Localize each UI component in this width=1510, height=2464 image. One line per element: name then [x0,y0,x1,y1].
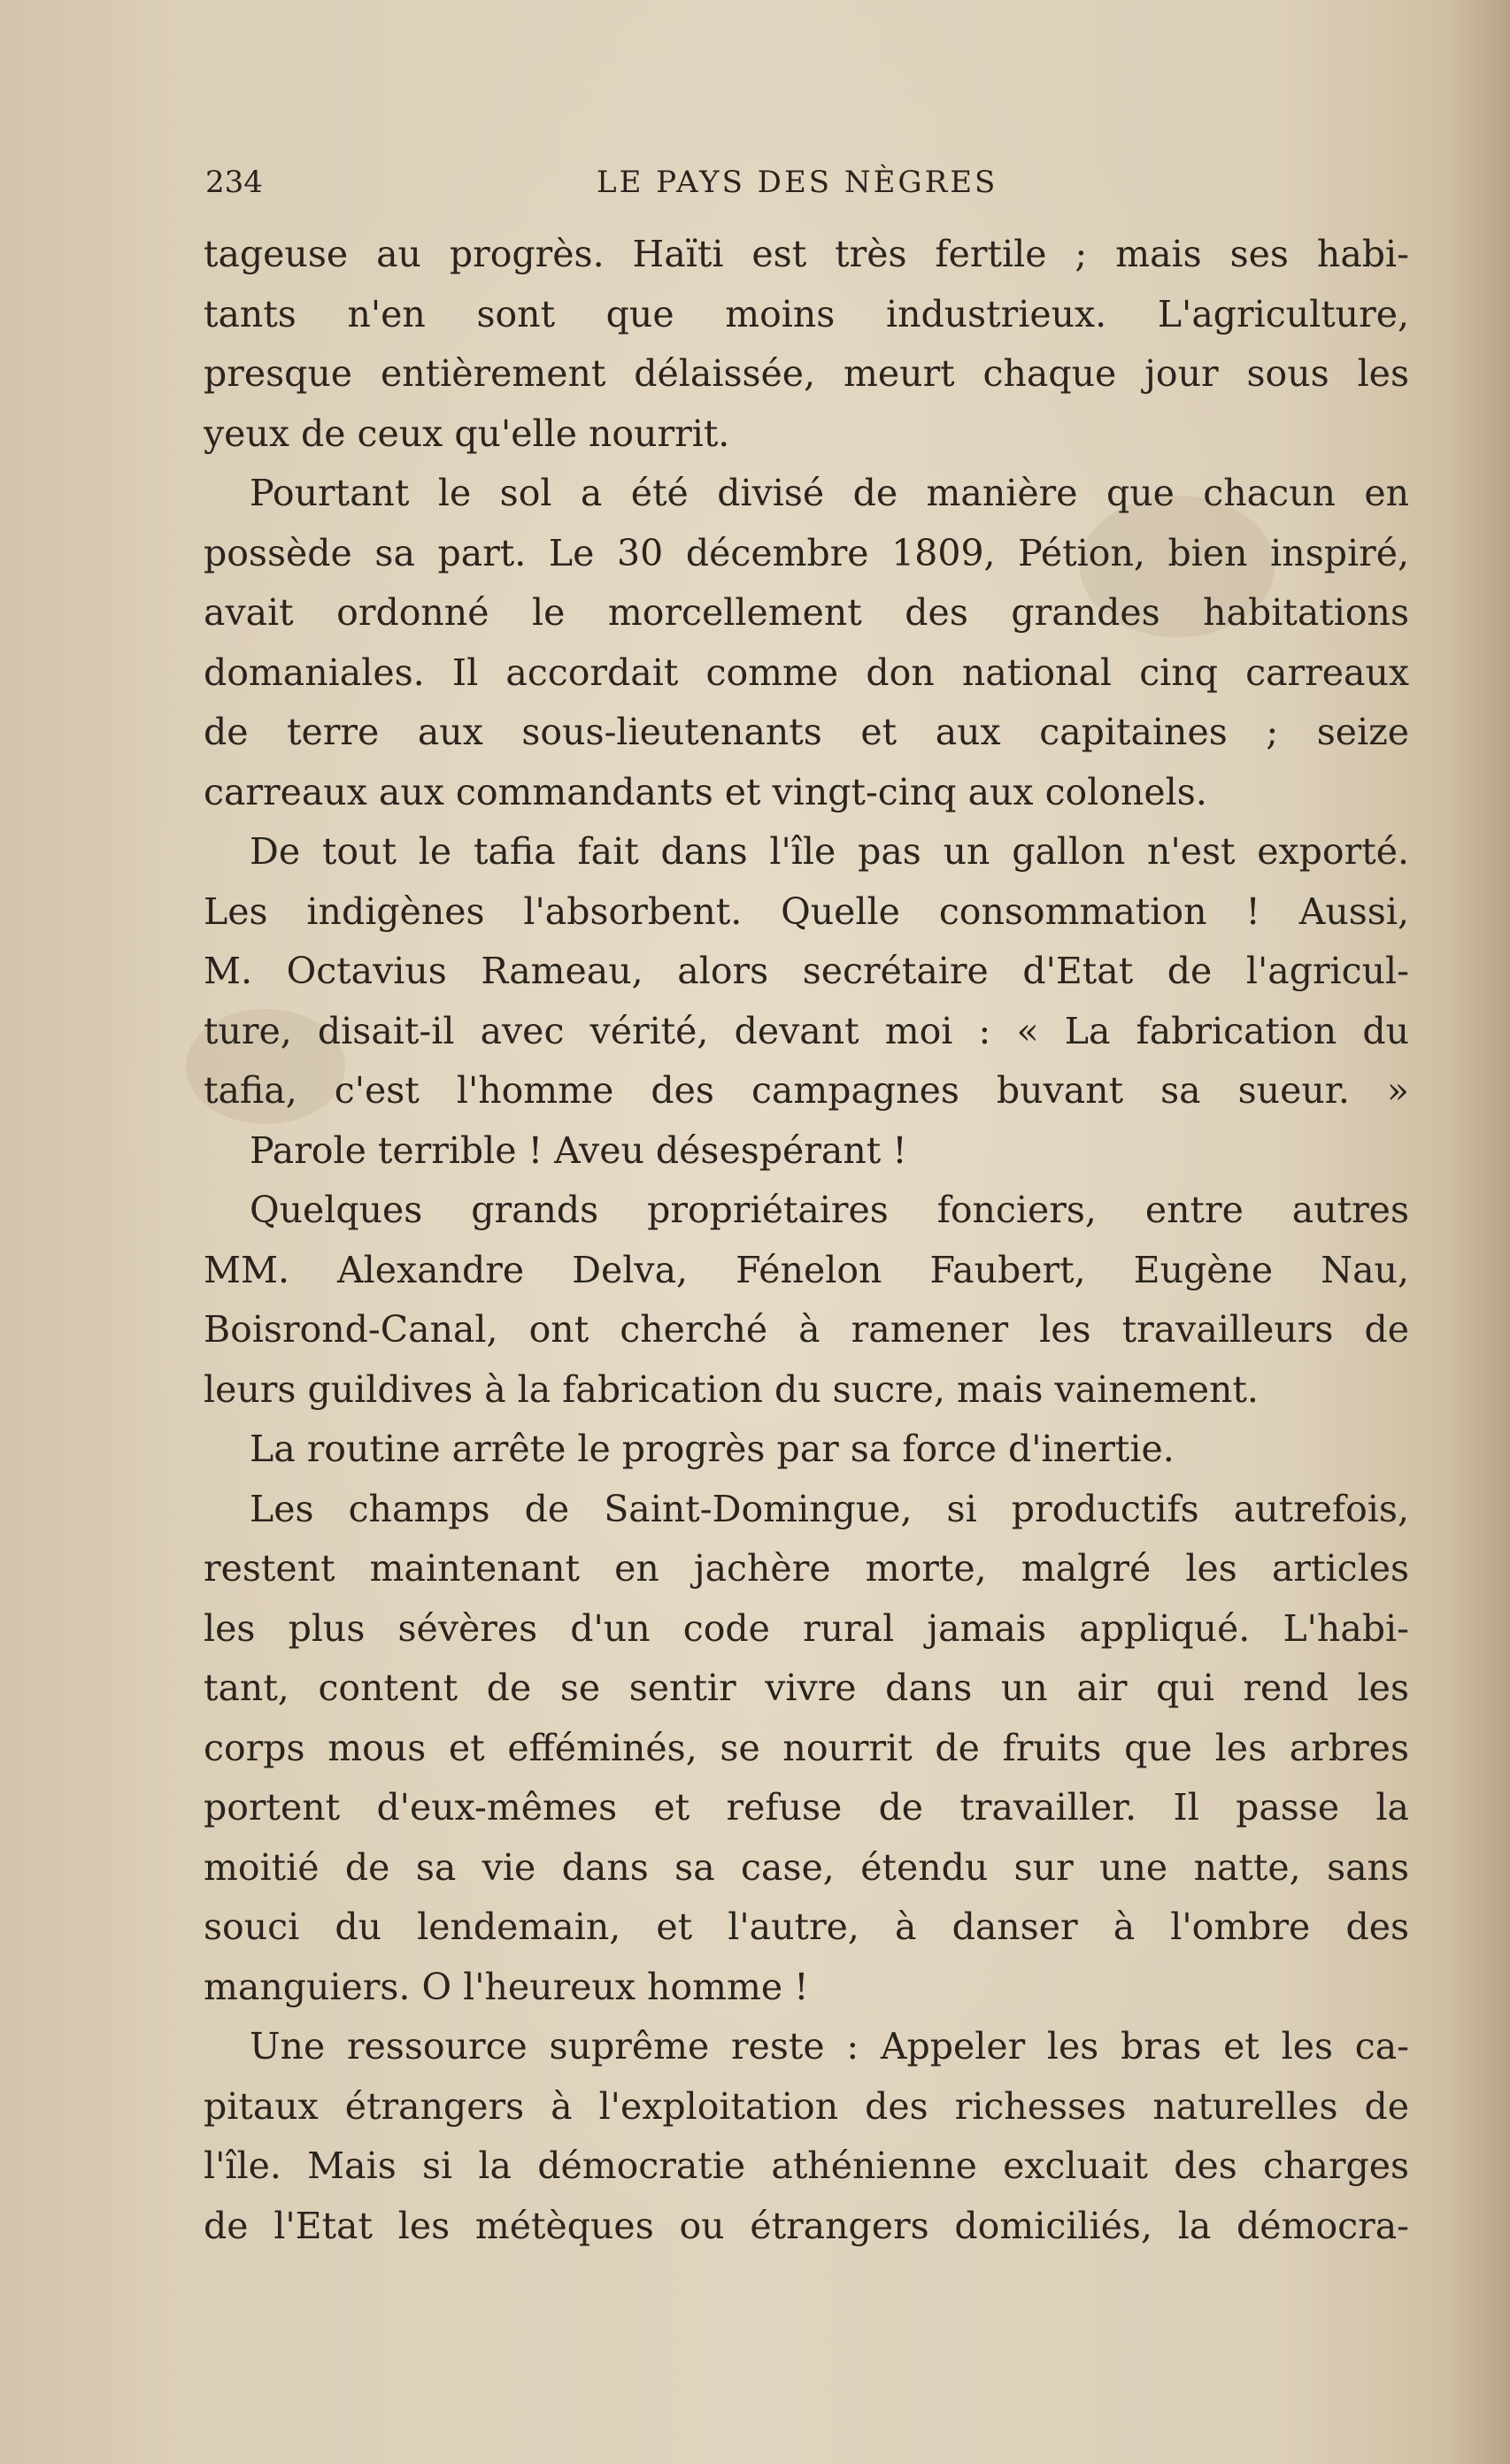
text-line: manguiers. O l'heureux homme ! [204,1965,809,2008]
text-line: presque entièrement délaissée, meurt chaque jour sous les [204,352,1409,395]
text-line: Les indigènes l'absorbent. Quelle consommation ! Aussi, [204,889,1409,933]
page-header [205,159,1409,204]
text-line: de l'Etat les métèques ou étrangers domiciliés, la démocra- [204,2204,1409,2247]
text-line: yeux de ceux qu'elle nourrit. [204,412,730,455]
text-line: leurs guildives à la fabrication du sucre, mais vainement. [204,1367,1259,1411]
text-line: domaniales. Il accordait comme don national cinq carreaux [204,651,1409,694]
text-line: souci du lendemain, et l'autre, à danser à l'ombre des [204,1906,1409,1948]
text-line: corps mous et efféminés, se nourrit de fruits que les arbres [204,1726,1409,1769]
text-line: De tout le tafia fait dans l'île pas un gallon n'est exporté. [250,830,1409,873]
text-line: Pourtant le sol a été divisé de manière que chacun en [250,472,1409,514]
text-line: l'île. Mais si la démocratie athénienne excluait des charges [204,2144,1409,2187]
text-line: MM. Alexandre Delva, Fénelon Faubert, Eugène Nau, [204,1248,1409,1291]
text-line: M. Octavius Rameau, alors secrétaire d'Etat de l'agricul- [204,950,1409,992]
text-line: moitié de sa vie dans sa case, étendu sur une natte, sans [204,1845,1409,1889]
text-line: tants n'en sont que moins industrieux. L'agriculture, [204,292,1409,335]
text-line: portent d'eux-mêmes et refuse de travailler. Il passe la [204,1786,1409,1829]
body-text [204,225,1409,2256]
running-title: LE PAYS DES NÈGRES [597,165,998,200]
page-number: 234 [205,165,263,200]
text-line: tant, content de se sentir vivre dans un air qui rend les [204,1667,1409,1709]
text-line: les plus sévères d'un code rural jamais appliqué. L'habi- [204,1606,1409,1650]
text-line: restent maintenant en jachère morte, malgré les articles [204,1547,1409,1590]
text-line: tafia, c'est l'homme des campagnes buvant sa sueur. » [204,1069,1409,1112]
text-line: ture, disait-il avec vérité, devant moi : « La fabrication du [204,1009,1409,1052]
text-line: de terre aux sous-lieutenants et aux capitaines ; seize [204,711,1409,753]
text-line: Parole terrible ! Aveu désespérant ! [250,1128,907,1172]
text-line: pitaux étrangers à l'exploitation des richesses naturelles de [204,2084,1409,2128]
text-line: Boisrond-Canal, ont cherché à ramener les travailleurs de [204,1308,1409,1351]
text-line: Une ressource suprême reste : Appeler les bras et les ca- [250,2025,1409,2067]
text-line: tageuse au progrès. Haïti est très fertile ; mais ses habi- [204,233,1409,275]
text-line: avait ordonné le morcellement des grandes habitations [204,591,1409,634]
text-line: La routine arrête le progrès par sa force d'inertie. [250,1428,1175,1470]
text-line: possède sa part. Le 30 décembre 1809, Pétion, bien inspiré, [204,531,1409,574]
text-line: Quelques grands propriétaires fonciers, entre autres [250,1189,1409,1231]
text-line: carreaux aux commandants et vingt-cinq aux colonels. [204,770,1207,813]
page-edge-shadow [1448,0,1510,2464]
text-line: Les champs de Saint-Domingue, si productifs autrefois, [250,1487,1409,1530]
